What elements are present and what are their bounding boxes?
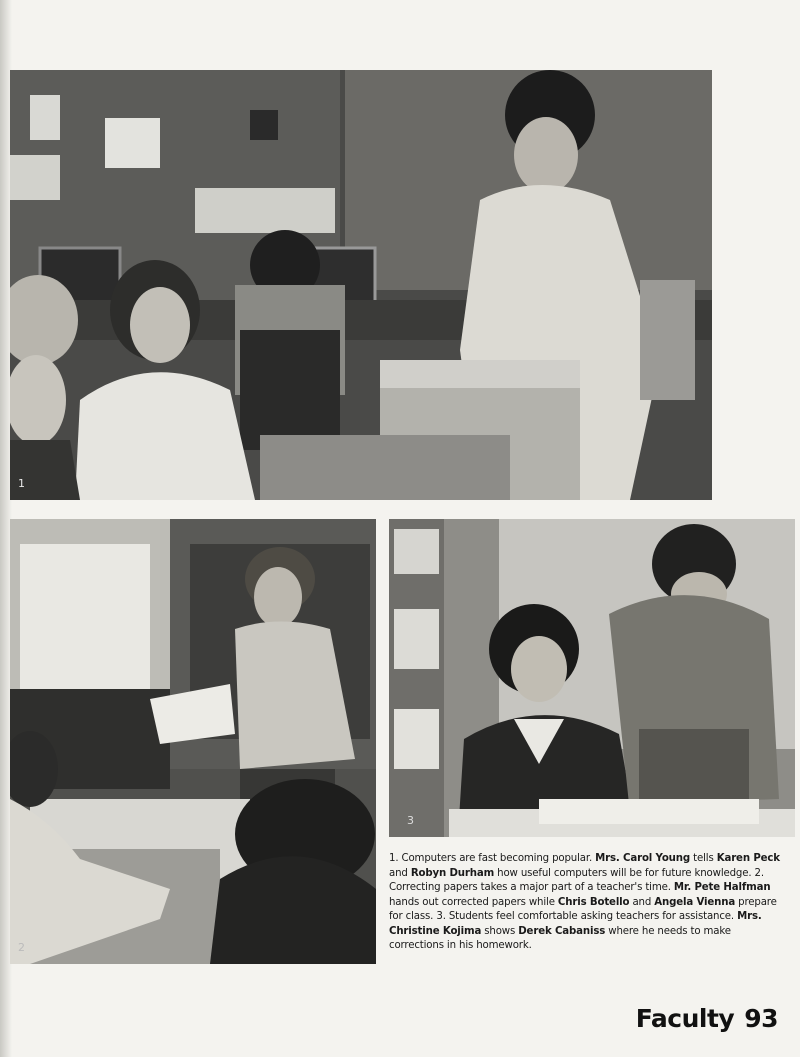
caption-text: how useful computers will be for future knowledge. 2. Correcting papers takes a major part of a teacher's time.	[389, 867, 764, 893]
caption-name: Mr. Pete Halfman	[673, 882, 771, 893]
caption-name: Derek Cabaniss	[518, 925, 606, 937]
caption-text: shows	[481, 925, 519, 937]
photo-teacher-papers	[10, 519, 376, 964]
photo-teacher-papers-image	[10, 519, 376, 964]
caption-text: and	[389, 867, 411, 879]
caption-text: 1. Computers are fast becoming popular.	[389, 853, 596, 864]
caption-text: prepare for class. 3. Students feel comfortable asking teachers for assistance.	[389, 896, 777, 922]
caption-text: tells	[690, 853, 717, 864]
page-folio	[636, 1004, 778, 1033]
photo-number: 2	[18, 941, 25, 954]
caption-name: Mrs. Christine Kojima	[389, 911, 762, 937]
caption-name: Karen Peck	[716, 853, 780, 864]
caption-text: hands out corrected papers while	[389, 896, 558, 908]
photo-number: 3	[407, 814, 414, 827]
caption-name: Robyn Durham	[410, 867, 495, 879]
photo-computer-class	[10, 70, 712, 500]
caption-name: Angela Vienna	[654, 896, 736, 908]
photo-caption	[389, 852, 785, 954]
caption-text: where he needs to make corrections in his homework.	[389, 925, 731, 951]
photo-computer-class-image	[10, 70, 712, 500]
photo-homework-help	[389, 519, 795, 837]
photo-number: 1	[18, 477, 25, 490]
page-number: 93	[744, 1004, 778, 1033]
caption-name: Chris Botello	[557, 896, 630, 908]
photo-homework-help-image	[389, 519, 795, 837]
section-name: Faculty	[635, 1004, 735, 1033]
caption-name: Mrs. Carol Young	[595, 853, 691, 864]
caption-text: and	[629, 896, 655, 908]
